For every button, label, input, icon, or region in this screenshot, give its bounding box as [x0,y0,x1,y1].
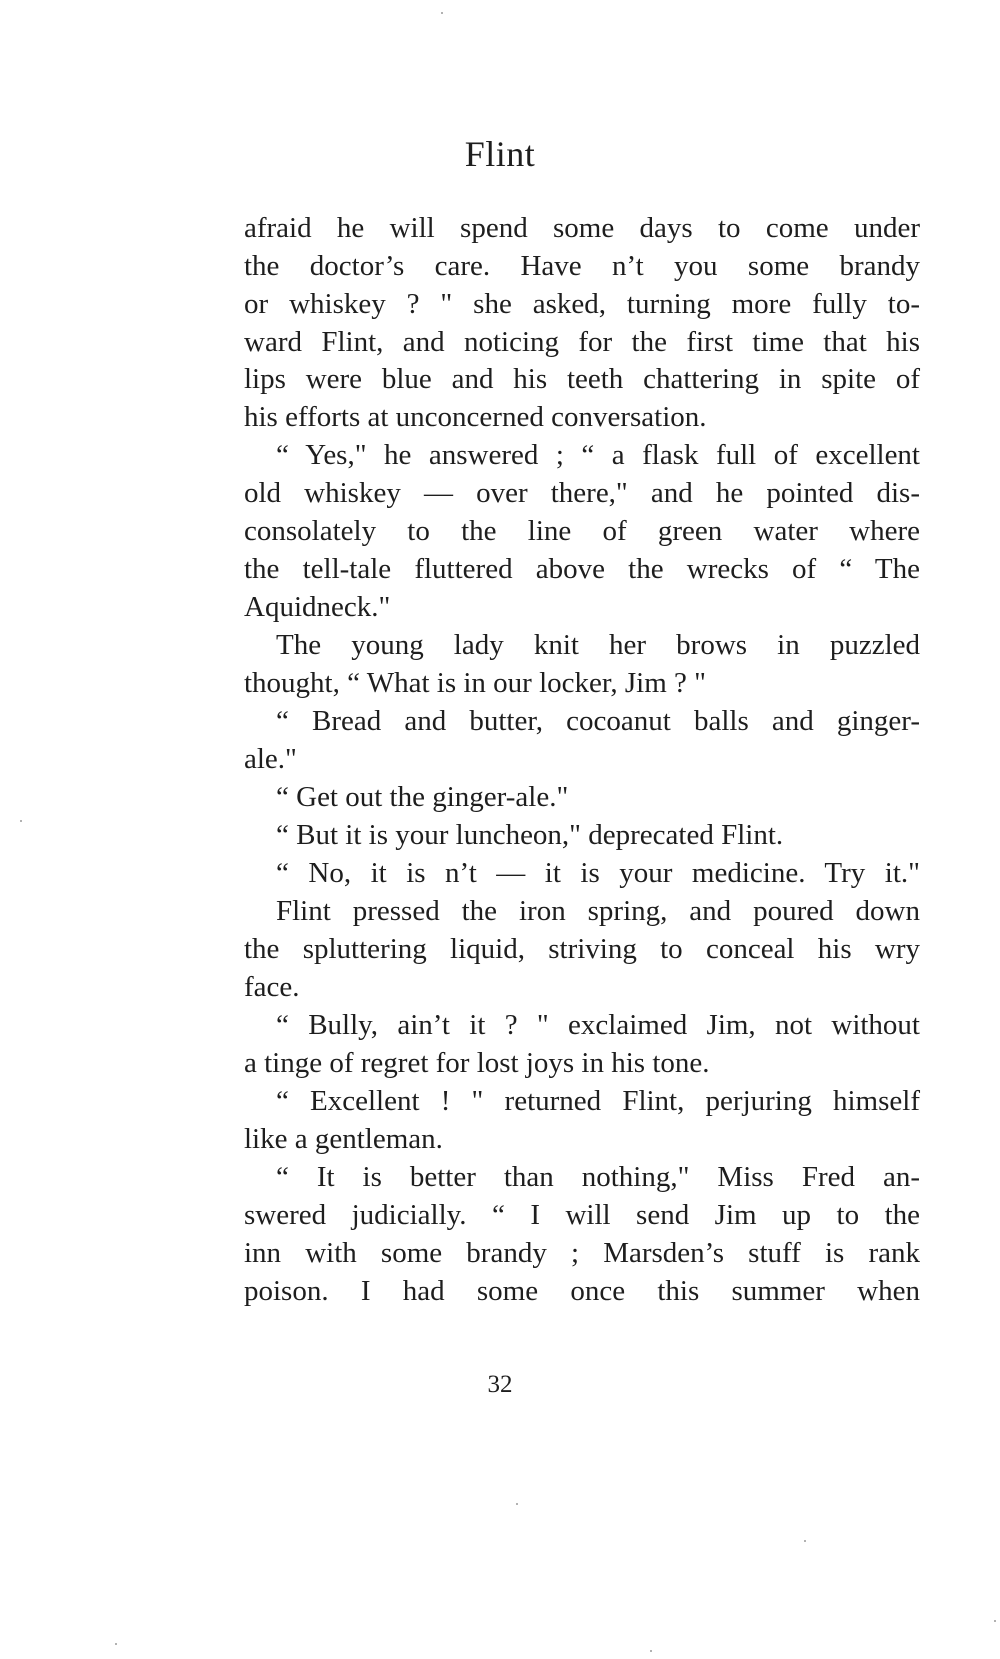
text-line: lips were blue and his teeth chattering in spite of [244,363,920,395]
scan-speck [516,1503,518,1505]
scan-speck [994,1620,996,1622]
text-line: the tell-tale fluttered above the wrecks of “ The [244,553,920,585]
text-line: consolately to the line of green water where [244,515,920,547]
text-line: ward Flint, and noticing for the first time that his [244,326,920,358]
text-line: or whiskey ? " she asked, turning more fully to- [244,288,920,320]
text-line: his efforts at unconcerned conversation. [244,401,707,433]
text-line: thought, “ What is in our locker, Jim ? " [244,667,706,699]
scan-speck [441,12,443,14]
text-line: Flint pressed the iron spring, and poured down [276,895,920,927]
text-line: the spluttering liquid, striving to conceal his wry [244,933,920,965]
text-line: the doctor’s care. Have n’t you some brandy [244,250,920,282]
text-line: “ Yes," he answered ; “ a flask full of excellent [276,439,920,471]
text-line: Aquidneck." [244,591,391,623]
text-line: “ It is better than nothing," Miss Fred an- [276,1161,920,1193]
scan-speck [115,1643,117,1645]
text-line: afraid he will spend some days to come under [244,212,920,244]
scan-speck [804,1540,806,1542]
text-line: face. [244,971,300,1003]
scan-speck [650,1650,652,1652]
text-line: a tinge of regret for lost joys in his tone. [244,1047,710,1079]
text-line: “ Get out the ginger-ale." [276,781,569,813]
text-line: “ Bully, ain’t it ? " exclaimed Jim, not without [276,1009,920,1041]
running-head: Flint [464,134,536,174]
text-line: poison. I had some once this summer when [244,1275,920,1307]
text-line: The young lady knit her brows in puzzled [276,629,920,661]
text-line: “ But it is your luncheon," deprecated Flint. [276,819,784,851]
text-line: “ No, it is n’t — it is your medicine. Try it." [276,857,920,889]
text-line: like a gentleman. [244,1123,443,1155]
text-line: “ Excellent ! " returned Flint, perjuring himself [276,1085,920,1117]
text-line: ale." [244,743,297,775]
text-line: inn with some brandy ; Marsden’s stuff is rank [244,1237,920,1269]
text-line: old whiskey — over there," and he pointed dis- [244,477,920,509]
text-line: swered judicially. “ I will send Jim up to the [244,1199,920,1231]
page-number: 32 [487,1371,513,1398]
scan-speck [20,820,22,822]
text-line: “ Bread and butter, cocoanut balls and ginger- [276,705,920,737]
